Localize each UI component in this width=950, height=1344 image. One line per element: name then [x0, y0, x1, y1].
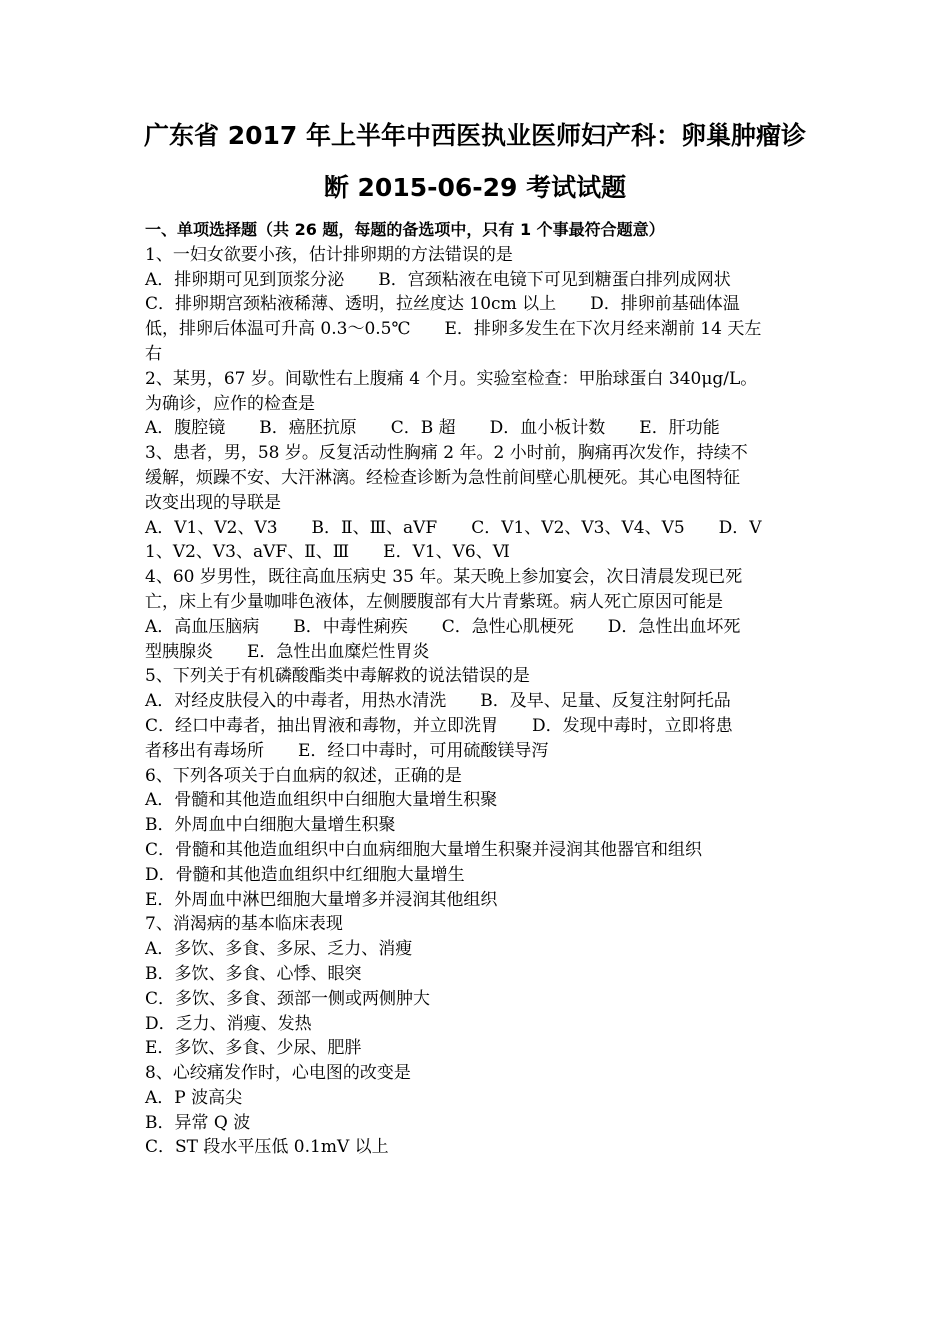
text-line: E．外周血中淋巴细胞大量增多并浸润其他组织 — [145, 889, 498, 910]
text-line: A．高血压脑病 B．中毒性痢疾 C．急性心肌梗死 D．急性出血坏死 — [145, 616, 741, 637]
text-line: 8、心绞痛发作时，心电图的改变是 — [145, 1063, 411, 1084]
text-line: 2、某男，67 岁。间歇性右上腹痛 4 个月。实验室检查：甲胎球蛋白 340μg/L。 — [145, 368, 758, 389]
text-line: 低，排卵后体温可升高 0.3～0.5℃ E．排卵多发生在下次月经来潮前 14 天左 — [145, 319, 762, 340]
text-line: A．排卵期可见到顶浆分泌 B．宫颈粘液在电镜下可见到糖蛋白排列成网状 — [145, 269, 731, 290]
text-line: D．乏力、消瘦、发热 — [145, 1013, 312, 1034]
text-line: 者移出有毒场所 E．经口中毒时，可用硫酸镁导泻 — [145, 740, 549, 761]
section-heading: 一、单项选择题（共 26 题，每题的备选项中，只有 1 个事最符合题意） — [145, 220, 665, 239]
text-line: 7、消渴病的基本临床表现 — [145, 914, 343, 935]
text-line: A．V1、V2、V3 B．Ⅱ、Ⅲ、aVF C．V1、V2、V3、V4、V5 D．V — [145, 517, 762, 538]
document-body — [145, 218, 815, 1160]
text-line: 缓解，烦躁不安、大汗淋漓。经检查诊断为急性前间壁心肌梗死。其心电图特征 — [145, 467, 740, 488]
text-line: 亡，床上有少量咖啡色液体，左侧腰腹部有大片青紫斑。病人死亡原因可能是 — [145, 591, 723, 612]
text-line: C．经口中毒者，抽出胃液和毒物，并立即洗胃 D．发现中毒时，立即将患 — [145, 715, 733, 736]
text-line: A．多饮、多食、多尿、乏力、消瘦 — [145, 939, 413, 960]
text-line: C．排卵期宫颈粘液稀薄、透明，拉丝度达 10cm 以上 D．排卵前基础体温 — [145, 294, 740, 315]
text-line: 右 — [145, 343, 162, 364]
text-line: C．多饮、多食、颈部一侧或两侧肿大 — [145, 988, 431, 1009]
text-line: 1、一妇女欲要小孩，估计排卵期的方法错误的是 — [145, 244, 513, 265]
text-line: E．多饮、多食、少尿、肥胖 — [145, 1038, 362, 1059]
text-line: B．多饮、多食、心悸、眼突 — [145, 963, 362, 984]
text-line: B．外周血中白细胞大量增生积聚 — [145, 815, 396, 836]
text-line: 型胰腺炎 E．急性出血糜烂性胃炎 — [145, 641, 430, 662]
text-line: 改变出现的导联是 — [145, 492, 281, 513]
text-line: 5、下列关于有机磷酸酯类中毒解救的说法错误的是 — [145, 666, 530, 687]
document-title-line-2: 断 2015-06-29 考试试题 — [323, 173, 627, 202]
text-line: C．ST 段水平压低 0.1mV 以上 — [145, 1137, 389, 1158]
text-line: A．对经皮肤侵入的中毒者，用热水清洗 B．及早、足量、反复注射阿托品 — [145, 691, 731, 712]
text-line: 3、患者，男，58 岁。反复活动性胸痛 2 年。2 小时前，胸痛再次发作，持续不 — [145, 443, 748, 464]
text-line: A．腹腔镜 B．癌胚抗原 C．B 超 D．血小板计数 E．肝功能 — [145, 418, 720, 439]
text-line: A．P 波高尖 — [145, 1087, 243, 1108]
text-line: A．骨髓和其他造血组织中白细胞大量增生积聚 — [145, 790, 498, 811]
text-line: 1、V2、V3、aVF、Ⅱ、Ⅲ E．V1、V6、Ⅵ — [145, 542, 510, 563]
text-line: D．骨髓和其他造血组织中红细胞大量增生 — [145, 864, 465, 885]
text-line: 为确诊，应作的检查是 — [145, 393, 315, 414]
text-line: C．骨髓和其他造血组织中白血病细胞大量增生积聚并浸润其他器官和组织 — [145, 839, 703, 860]
text-line: B．异常 Q 波 — [145, 1112, 251, 1133]
document-title-line-1: 广东省 2017 年上半年中西医执业医师妇产科：卵巢肿瘤诊 — [144, 121, 806, 150]
text-line: 4、60 岁男性，既往高血压病史 35 年。某天晚上参加宴会，次日清晨发现已死 — [145, 567, 743, 588]
text-line: 6、下列各项关于白血病的叙述，正确的是 — [145, 765, 462, 786]
